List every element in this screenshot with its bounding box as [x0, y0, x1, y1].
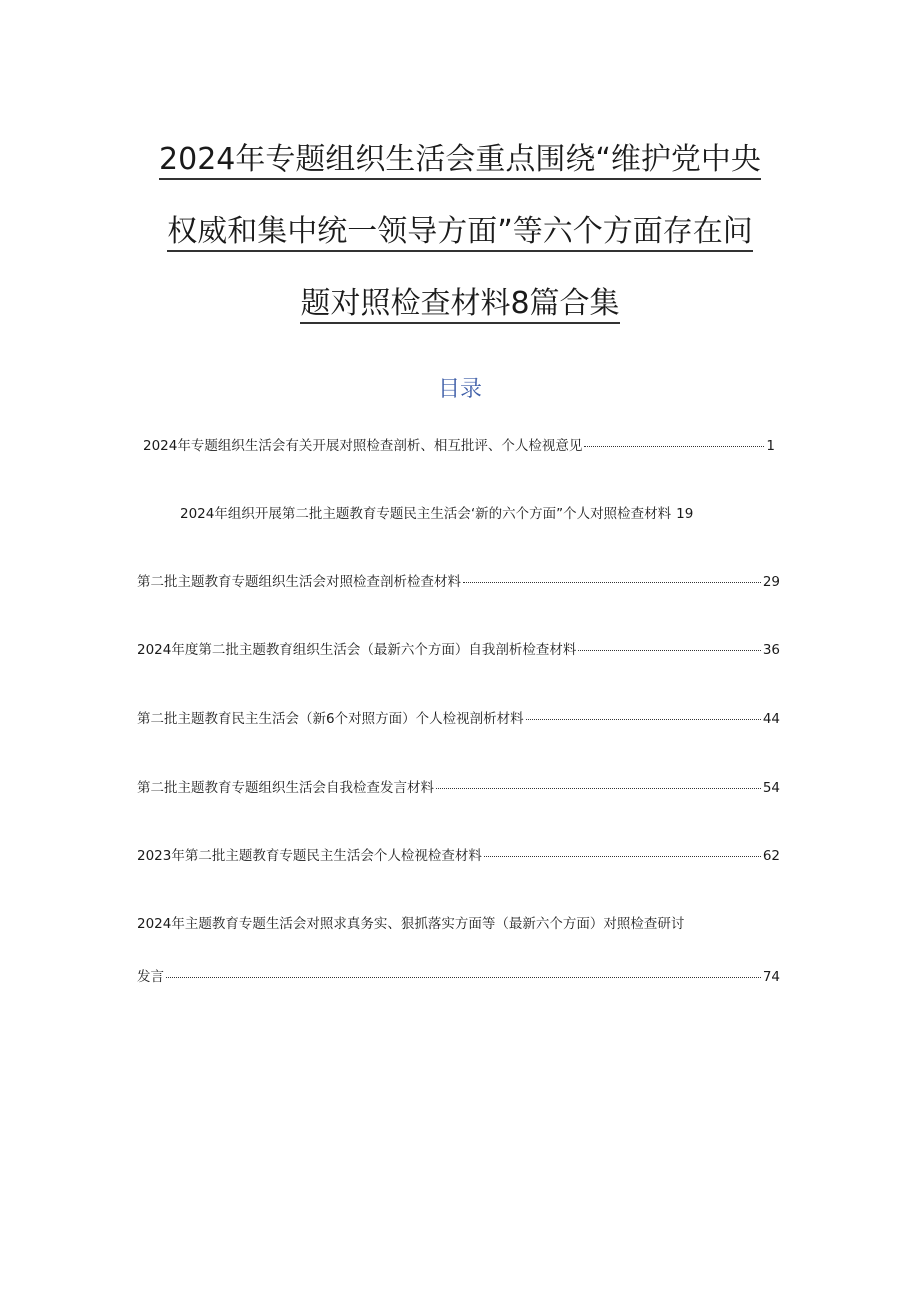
toc-leader-dots [484, 855, 761, 857]
toc-leader-dots [463, 581, 761, 583]
title-text-3: 题对照检查材料8篇合集 [300, 286, 619, 324]
toc-entry-8[interactable] [137, 914, 780, 934]
toc-entry-text: 2024年度第二批主题教育组织生活会（最新六个方面）自我剖析检查材料 [137, 642, 577, 658]
toc-heading: 目录 [437, 377, 482, 402]
toc-entry-5[interactable] [137, 709, 780, 729]
toc-entry-3[interactable] [137, 572, 780, 592]
toc-leader-dots [584, 445, 764, 447]
document-title-line-2 [0, 212, 920, 252]
title-text-2: 权威和集中统一领导方面”等六个方面存在问 [167, 214, 753, 252]
toc-leader-dots [436, 787, 761, 789]
toc-page-number: 36 [762, 642, 780, 658]
toc-entry-4[interactable] [137, 640, 780, 660]
toc-page-number: 54 [762, 780, 780, 796]
toc-page-number: 62 [762, 848, 780, 864]
toc-entry-text: 2024年组织开展第二批主题教育专题民主生活会‘新的六个方面”个人对照检查材料 [180, 506, 672, 522]
toc-entry-text: 2023年第二批主题教育专题民主生活会个人检视检查材料 [137, 848, 482, 864]
toc-entry-text-continued: 发言 [137, 969, 164, 985]
toc-entry-text: 第二批主题教育民主生活会（新6个对照方面）个人检视剖析材料 [137, 711, 524, 727]
toc-leader-dots [578, 649, 760, 651]
toc-entry-6[interactable] [137, 778, 780, 798]
toc-page-number: 1 [766, 438, 775, 454]
document-title-line-1 [0, 140, 920, 180]
toc-page-number: 29 [762, 574, 780, 590]
toc-leader-dots [166, 976, 761, 978]
toc-entry-text: 2024年专题组织生活会有关开展对照检查剖析、相互批评、个人检视意见 [143, 438, 583, 454]
toc-entry-text: 2024年主题教育专题生活会对照求真务实、狠抓落实方面等（最新六个方面）对照检查研讨 [137, 916, 685, 932]
toc-page-number: 44 [762, 711, 780, 727]
toc-entry-text: 第二批主题教育专题组织生活会自我检查发言材料 [137, 780, 434, 796]
toc-entry-7[interactable] [137, 846, 780, 866]
toc-entry-8-continued[interactable] [137, 967, 780, 987]
toc-entry-1[interactable] [143, 436, 775, 456]
document-title-line-3 [0, 284, 920, 324]
toc-entry-2[interactable] [180, 504, 750, 524]
toc-leader-dots [526, 718, 761, 720]
toc-page-number: 19 [676, 506, 694, 522]
title-text-1: 2024年专题组织生活会重点围绕“维护党中央 [159, 142, 761, 180]
toc-page-number: 74 [762, 969, 780, 985]
toc-entry-text: 第二批主题教育专题组织生活会对照检查剖析检查材料 [137, 574, 461, 590]
